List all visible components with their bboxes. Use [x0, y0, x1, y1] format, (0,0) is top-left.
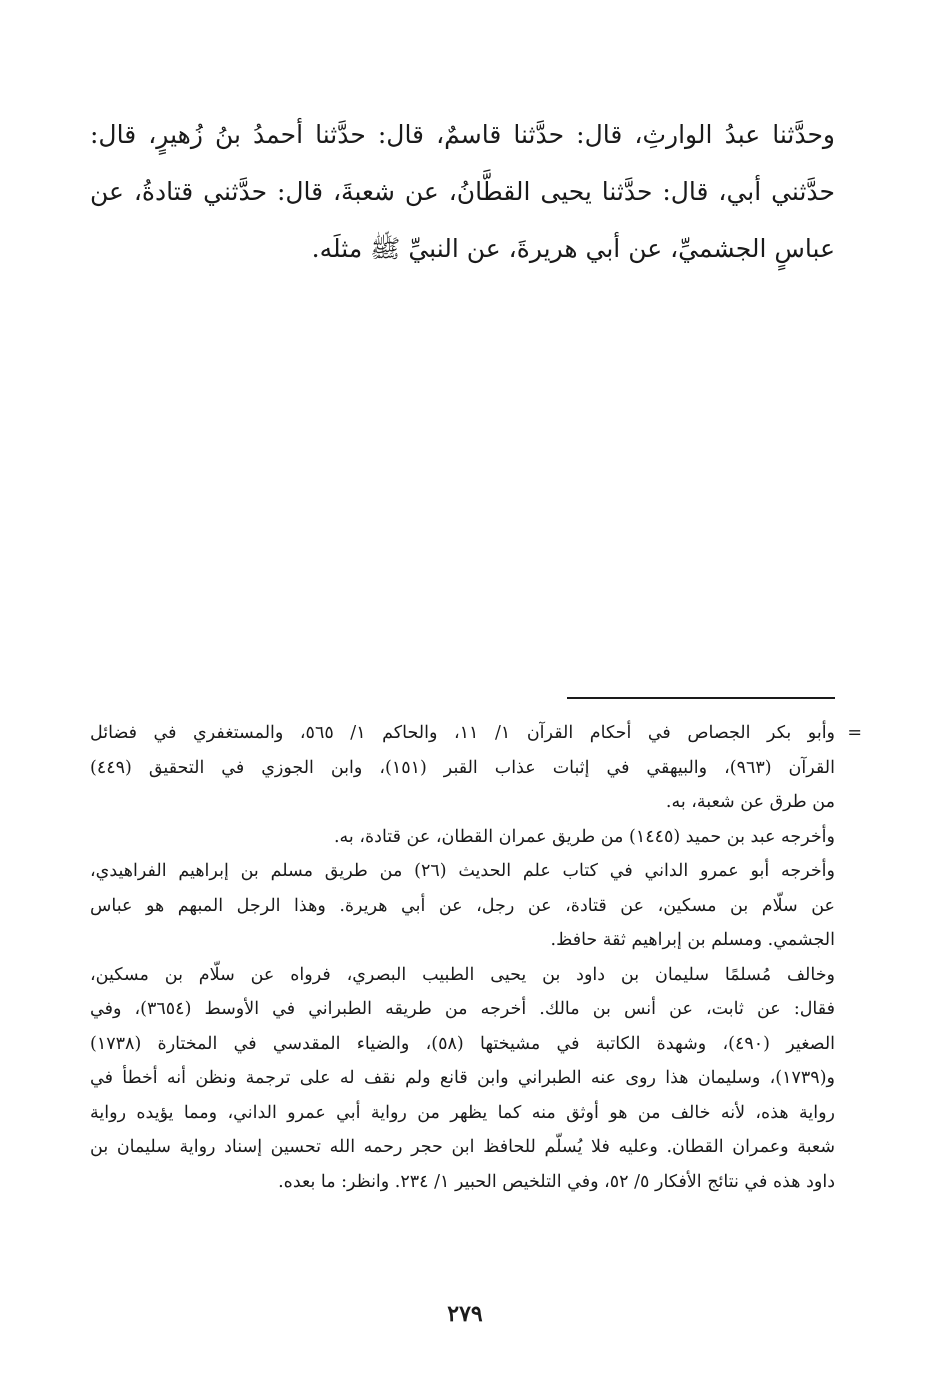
footnote-line: وأخرجه عبد بن حميد (١٤٤٥) من طريق عمران القطان، عن قتادة، به. — [333, 826, 835, 847]
footnote-separator — [567, 697, 835, 699]
footnote-line: من طرق عن شعبة، به. — [665, 792, 835, 812]
hadith-paragraph: وحدَّثنا عبدُ الوارثِ، قال: حدَّثنا قاسمٌ، قال: حدَّثنا أحمدُ بنُ زُهيرٍ، قال: حدَّثني أبي، قال: حدَّثنا يحيى القطَّانُ، عن شعبةَ، قال: حدَّثني قتادةُ، عن عباسٍ الجشميِّ، عن أبي هريرةَ، عن النبيِّ ﷺ مثلَه. — [90, 120, 835, 263]
footnote-line: وخالف مُسلمًا سليمان بن داود بن يحيى الطبيب البصري، فرواه عن سلّام بن مسكين، — [90, 964, 835, 985]
footnote-line: وأخرجه أبو عمرو الداني في كتاب علم الحديث (٢٦) من طريق مسلم بن إبراهيم الفراهيدي، — [90, 861, 835, 881]
footnote-line: وأبو بكر الجصاص في أحكام القرآن ١/ ١١، والحاكم ١/ ٥٦٥، والمستغفري في فضائل — [90, 723, 835, 743]
page-number: ٢٧٩ — [447, 1301, 483, 1327]
footnote-line: القرآن (٩٦٣)، والبيهقي في إثبات عذاب القبر (١٥١)، وابن الجوزي في التحقيق (٤٤٩) — [90, 757, 835, 778]
footnote-line: شعبة وعمران القطان. وعليه فلا يُسلّم للحافظ ابن حجر رحمه الله تحسين إسناد رواية سليمان بن — [90, 1137, 835, 1157]
footnote-continuation-mark: = — [847, 723, 862, 743]
footnote-line: الصغير (٤٩٠)، وشهدة الكاتبة في مشيختها (٥٨)، والضياء المقدسي في المختارة (١٧٣٨) — [90, 1033, 835, 1054]
footnotes — [90, 716, 835, 1199]
footnote-line: عن سلّام بن مسكين، عن قتادة، عن رجل، عن أبي هريرة. وهذا الرجل المبهم هو عباس — [90, 895, 835, 916]
footnote-line: رواية هذه، لأنه خالف من هو أوثق منه كما يظهر من رواية أبي عمرو الداني، ومما يؤيده رواية — [90, 1102, 835, 1123]
footnote-line: و(١٧٣٩)، وسليمان هذا روى عنه الطبراني وابن قانع ولم نقف له على ترجمة ونظن أنه أخطأ في — [90, 1068, 835, 1088]
footnote-line: فقال: عن ثابت، عن أنس بن مالك. أخرجه من طريقه الطبراني في الأوسط (٣٦٥٤)، وفي — [90, 999, 835, 1019]
hadith-text — [90, 106, 835, 277]
footnote-line: داود هذه في نتائج الأفكار ٥/ ٥٢، وفي التلخيص الحبير ١/ ٢٣٤. وانظر: ما بعده. — [278, 1171, 835, 1192]
footnote-line: الجشمي. ومسلم بن إبراهيم ثقة حافظ. — [550, 930, 835, 950]
